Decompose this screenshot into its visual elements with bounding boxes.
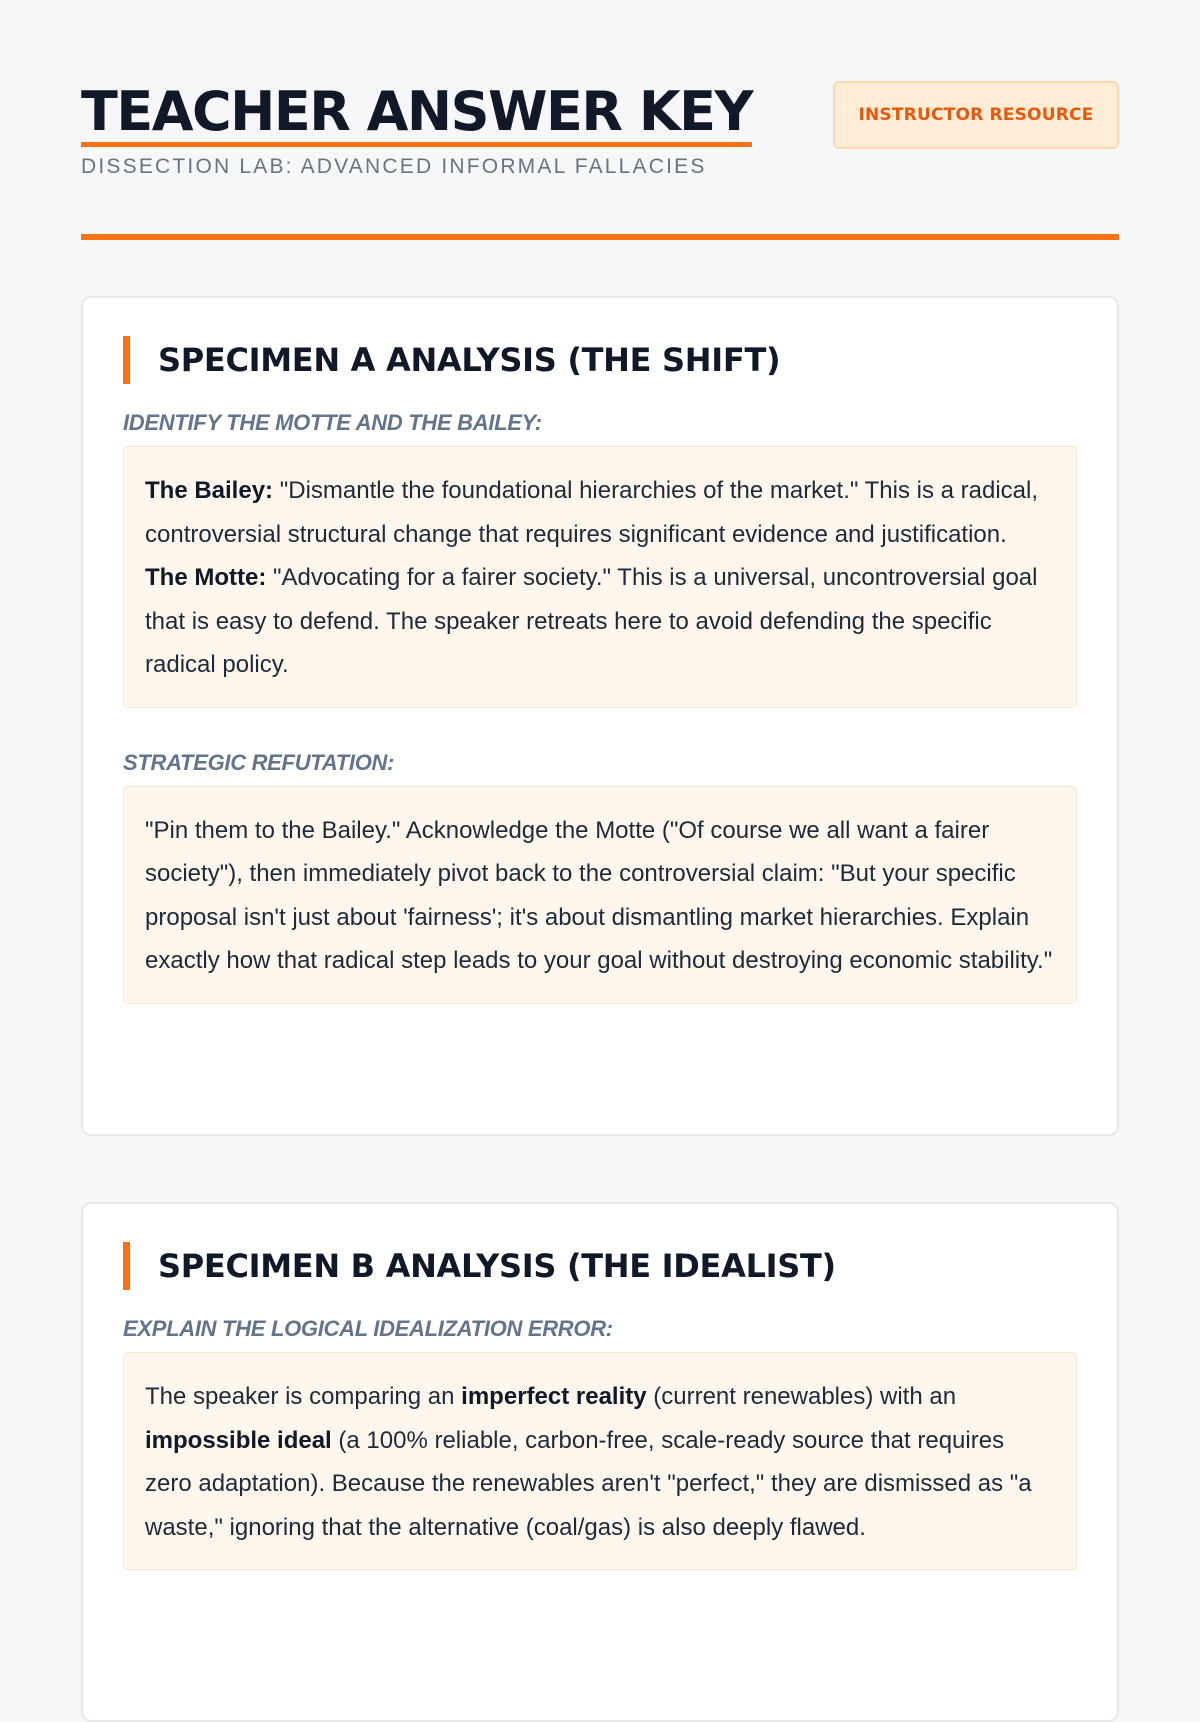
idealization-answer: [145, 1375, 1056, 1549]
header-divider: [81, 234, 1119, 240]
refutation-answer-box: [123, 786, 1077, 1004]
idealization-text-2: (current renewables) with an: [646, 1383, 957, 1410]
refutation-question-label: STRATEGIC REFUTATION:: [123, 749, 395, 775]
motte-answer: [145, 556, 1056, 687]
refutation-text: "Pin them to the Bailey." Acknowledge the Motte ("Of course we all want a fairer society"), then immediately pivot back to the controversial claim: "But your specific proposal isn't just about 'fairness'; it's about dismantling market hierarchies. Explain exactly how that radical step leads to your goal without destroying economic stability.": [145, 816, 1053, 974]
page-title: TEACHER ANSWER KEY: [81, 82, 752, 147]
motte-label: The Motte:: [145, 564, 267, 591]
idealization-text-1: The speaker is comparing an: [145, 1383, 462, 1410]
idealization-answer-box: [123, 1352, 1077, 1570]
motte-bailey-answer-box: [123, 446, 1077, 708]
bailey-text: "Dismantle the foundational hierarchies of the market." This is a radical, controversial structural change that requires significant evidence and justification.: [145, 477, 1039, 548]
page-subtitle: DISSECTION LAB: ADVANCED INFORMAL FALLACIES: [81, 155, 707, 178]
specimen-b-card: [81, 1202, 1119, 1722]
idealization-question-label: EXPLAIN THE LOGICAL IDEALIZATION ERROR:: [123, 1316, 613, 1341]
motte-text: "Advocating for a fairer society." This is a universal, uncontroversial goal that is easy to defend. The speaker retreats here to avoid defending the specific radical policy.: [145, 564, 1038, 678]
page-header: [81, 0, 1119, 234]
idealization-text-3: (a 100% reliable, carbon-free, scale-ready source that requires zero adaptation). Because the renewables aren't "perfect," they are dismissed as "a waste," ignoring that the alternative (coal/gas) is also deeply flawed.: [145, 1426, 1032, 1541]
instructor-resource-badge: INSTRUCTOR RESOURCE: [833, 81, 1119, 149]
bailey-label: The Bailey:: [145, 477, 274, 504]
impossible-ideal-term: impossible ideal: [145, 1426, 332, 1454]
imperfect-reality-term: imperfect reality: [461, 1383, 647, 1410]
specimen-b-title: SPECIMEN B ANALYSIS (THE IDEALIST): [123, 1242, 1077, 1290]
specimen-a-title: SPECIMEN A ANALYSIS (THE SHIFT): [123, 336, 1077, 384]
motte-bailey-question-label: IDENTIFY THE MOTTE AND THE BAILEY:: [123, 410, 542, 435]
specimen-a-card: [81, 296, 1119, 1136]
bailey-answer: [145, 469, 1056, 556]
